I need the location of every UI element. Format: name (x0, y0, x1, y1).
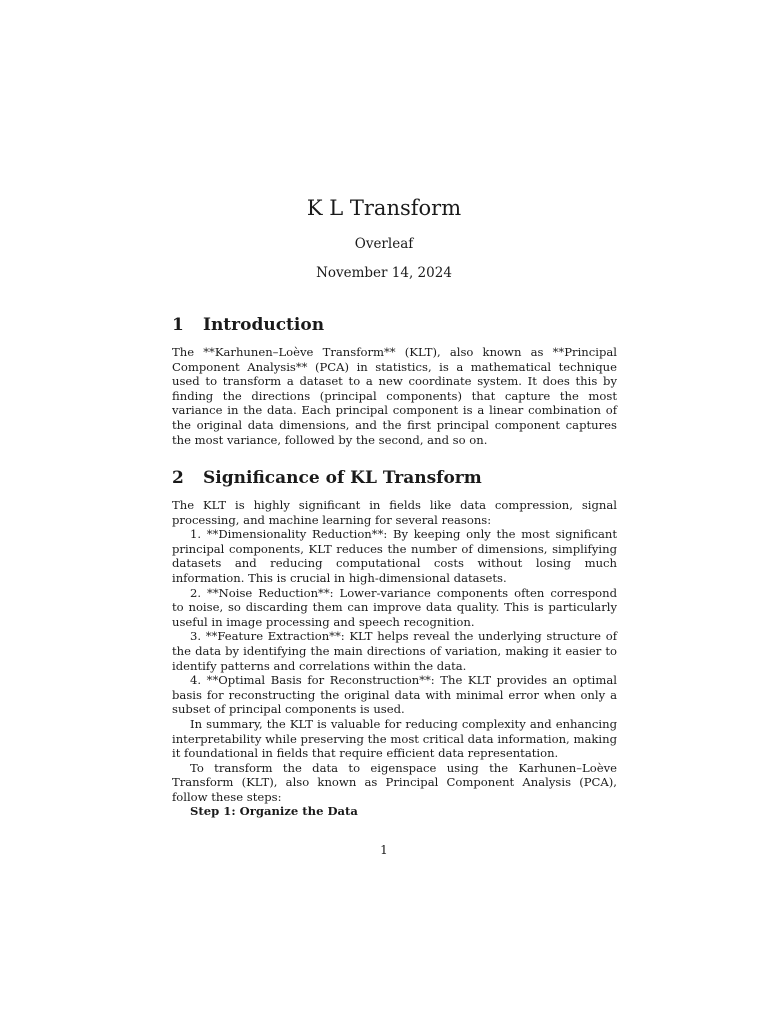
list-item-optimal-basis: 4. **Optimal Basis for Reconstruction**: The KLT provides an optimal basis for reconstructing the original data with minimal error when only a subset of principal components is used. (172, 673, 617, 717)
transform-steps-intro: To transform the data to eigenspace using the Karhunen–Loève Transform (KLT), also known as Principal Component Analysis (PCA), follow these steps: (172, 760, 617, 804)
list-item-feature-extraction: 3. **Feature Extraction**: KLT helps reveal the underlying structure of the data by identifying the main directions of variation, making it easier to identify patterns and correlations within the data. (172, 629, 617, 673)
section-number: 1 (172, 315, 184, 335)
section-heading-significance (172, 467, 617, 489)
step-heading: Step 1: Organize the Data (190, 804, 358, 819)
document-author: Overleaf (354, 236, 414, 252)
summary-paragraph: In summary, the KLT is valuable for reducing complexity and enhancing interpretability while preserving the most critical data information, making it foundational in fields that require efficient data representation. (172, 716, 617, 761)
page-number: 1 (380, 843, 388, 857)
list-item-noise-reduction: 2. **Noise Reduction**: Lower-variance components often correspond to noise, so discarding them can improve data quality. This is particularly useful in image processing and speech recognition. (172, 585, 617, 629)
section-heading-introduction (172, 314, 617, 336)
section-body-significance (172, 498, 617, 819)
section-body-introduction (172, 345, 617, 447)
section-title: Significance of KL Transform (203, 468, 482, 488)
document-date: November 14, 2024 (316, 265, 452, 281)
paragraph: The KLT is highly significant in fields like data compression, signal processing, and machine learning for several reasons: (172, 498, 617, 527)
document-title: K L Transform (306, 196, 462, 220)
section-number: 2 (172, 468, 184, 488)
list-item-dimensionality-reduction: 1. **Dimensionality Reduction**: By keeping only the most significant principal components, KLT reduces the number of dimensions, simplifying datasets and reducing computational costs without losing much information. This is crucial in high-dimensional datasets. (172, 527, 617, 585)
section-title: Introduction (203, 315, 325, 335)
paragraph: The **Karhunen–Loève Transform** (KLT), also known as **Principal Component Analysis** (PCA) in statistics, is a mathematical technique used to transform a dataset to a new coordinate system. It does this by finding the directions (principal components) that capture the most variance in the data. Each principal component is a linear combination of the original data dimensions, and the first principal component captures the most variance, followed by the second, and so on. (172, 345, 617, 447)
